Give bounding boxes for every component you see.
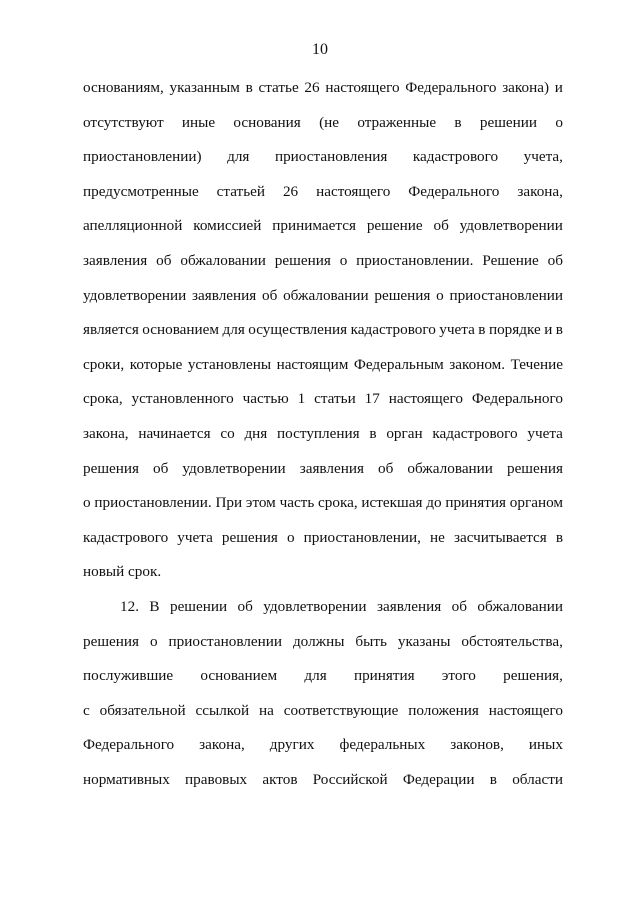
text-line [83,493,563,528]
word: решении [169,597,228,615]
word: кадастрового [350,321,436,339]
word: закона) [502,79,550,96]
word: Федеральным [353,355,444,373]
word: установленного [131,390,234,408]
word: статьей [216,182,265,200]
word: о [83,494,91,512]
word: Решение [482,251,539,269]
word: в [555,528,563,546]
word: начинается [138,424,211,442]
text-line [83,389,563,424]
word: приостановлении. [356,251,474,269]
word: актов [262,770,298,788]
word: с [83,701,90,719]
word: порядке [488,321,541,339]
word: об [451,597,467,615]
word: правовых [185,770,248,788]
text-line [83,528,563,563]
word: закона, [517,182,563,200]
word: учета [439,321,475,339]
word: решения [374,286,431,304]
word: об [237,597,253,615]
word: в [478,321,486,339]
word: в [555,321,563,339]
word: кадастрового [83,528,169,546]
word: этого [441,667,476,685]
word: 26 [282,182,299,200]
word: удовлетворении [182,459,286,477]
word: приостановлении [168,632,283,650]
word: в [489,770,497,788]
word: в [369,424,377,442]
word: сроки, [83,355,125,373]
word: новый [83,563,129,581]
word: удовлетворении [263,597,367,615]
word: Российской [312,770,388,788]
word: обжаловании [283,286,369,304]
word: этом [245,494,276,512]
word: Федерального [408,182,500,200]
word: отраженные [357,113,437,131]
text-line [83,286,563,321]
word: быть [355,632,387,650]
word: ссылкой [195,701,250,719]
word: приостановлении. [94,494,212,512]
word: 12. [120,597,139,615]
text-line [83,147,563,182]
word: При [215,494,243,512]
word: иные [181,113,216,131]
word: комиссией [193,217,262,235]
word: заявления [376,597,442,615]
word: Течение [510,355,563,373]
text-line [83,424,563,459]
word: решения, [503,667,563,685]
word: обстоятельства, [461,632,563,650]
word: приостановлении [449,286,563,304]
word: Федерации [402,770,475,788]
word: настоящего [316,182,391,200]
word: положения [408,701,479,719]
word: настоящего [325,79,400,96]
word: приостановлении, [303,528,421,546]
word: заявления [299,459,364,477]
text-line [83,320,563,355]
text-line [83,735,563,770]
word: истекшая [361,494,423,512]
word: 17 [364,390,380,408]
word: частью [242,390,289,408]
word: о [149,632,158,650]
word: указанным [169,79,240,96]
word: о [286,528,295,546]
word: области [512,770,563,788]
word: В [149,597,160,615]
word: в [245,79,253,96]
word: статьи [314,390,356,408]
word: нормативных [83,770,170,788]
word: о [555,113,563,131]
word: закона, [83,424,129,442]
word: обязательной [99,701,186,719]
word: указаны [397,632,451,650]
word: основания [233,113,301,131]
text-line [83,216,563,251]
word: орган [386,424,423,442]
word: для [304,667,327,685]
text-line [83,251,563,286]
word: настоящего [388,390,463,408]
word: предусмотренные [83,182,199,200]
word: решения [83,632,140,650]
word: Федерального [405,79,497,96]
text-line [83,666,563,701]
word: и [544,321,553,339]
text-line [83,355,563,390]
word: заявления [83,251,148,269]
word: решении [479,113,538,131]
word: настоящего [488,701,563,719]
word: учета, [523,148,563,166]
word: которые [129,355,183,373]
word: принятия [353,667,415,685]
word: решения [506,459,563,477]
word: решения [83,459,140,477]
word: для [227,148,250,166]
word: законом. [449,355,506,373]
word: об [153,459,169,477]
word: иных [528,736,563,754]
word: обжаловании [180,251,266,269]
word: заявления [192,286,257,304]
paragraph-start-line [83,597,563,632]
word: принимается [272,217,356,235]
word: обжаловании [407,459,493,477]
word: кадастрового [432,424,518,442]
word: федеральных [339,736,426,754]
word: соответствующие [283,701,399,719]
word: до [426,494,442,512]
word: 1 [297,390,306,408]
word: об [262,286,278,304]
word: срока, [318,494,358,512]
word: для [222,321,245,339]
word: законов, [450,736,504,754]
word: является [83,321,139,339]
word: Федерального [83,736,175,754]
word: послужившие [83,667,174,685]
word: в [454,113,462,131]
word: об [547,251,563,269]
word: закона, [199,736,245,754]
word: и [554,79,563,96]
word: установлены [187,355,272,373]
word: настоящим [276,355,349,373]
word: основанием [200,667,278,685]
word: срок. [128,563,162,581]
word: поступления [277,424,360,442]
text-line [83,113,563,148]
word: основаниям, [83,79,164,96]
text-line [83,459,563,494]
word: учета [177,528,213,546]
word: обжаловании [477,597,563,615]
text-line [83,78,563,113]
word: о [436,286,444,304]
word: апелляционной [83,217,183,235]
text-line [83,182,563,217]
word: основанием [142,321,220,339]
word: органом [509,494,563,512]
word: других [269,736,315,754]
word: отсутствуют [83,113,164,131]
word: засчитывается [453,528,547,546]
word: удовлетворении [83,286,187,304]
text-line [83,770,563,805]
word: Федерального [471,390,563,408]
word: об [433,217,449,235]
word: о [339,251,348,269]
document-body [83,78,563,804]
word: приостановлении) [83,148,202,166]
text-line [83,562,563,597]
word: со [220,424,235,442]
word: должны [292,632,345,650]
word: статье [258,79,299,96]
word: приостановления [274,148,388,166]
word: удовлетворении [459,217,563,235]
word: об [156,251,172,269]
word: не [430,528,445,546]
word: на [259,701,274,719]
word: осуществления [248,321,348,339]
word: решение [366,217,423,235]
word: срока, [83,390,123,408]
word: 26 [304,79,320,96]
text-line [83,632,563,667]
text-line [83,701,563,736]
word: (не [319,113,340,131]
page-number: 10 [312,41,328,58]
word: принятия [445,494,507,512]
word: об [378,459,394,477]
word: кадастрового [412,148,499,166]
word: учета [527,424,563,442]
word: решения [274,251,331,269]
word: дня [244,424,268,442]
word: решения [221,528,278,546]
word: часть [279,494,315,512]
